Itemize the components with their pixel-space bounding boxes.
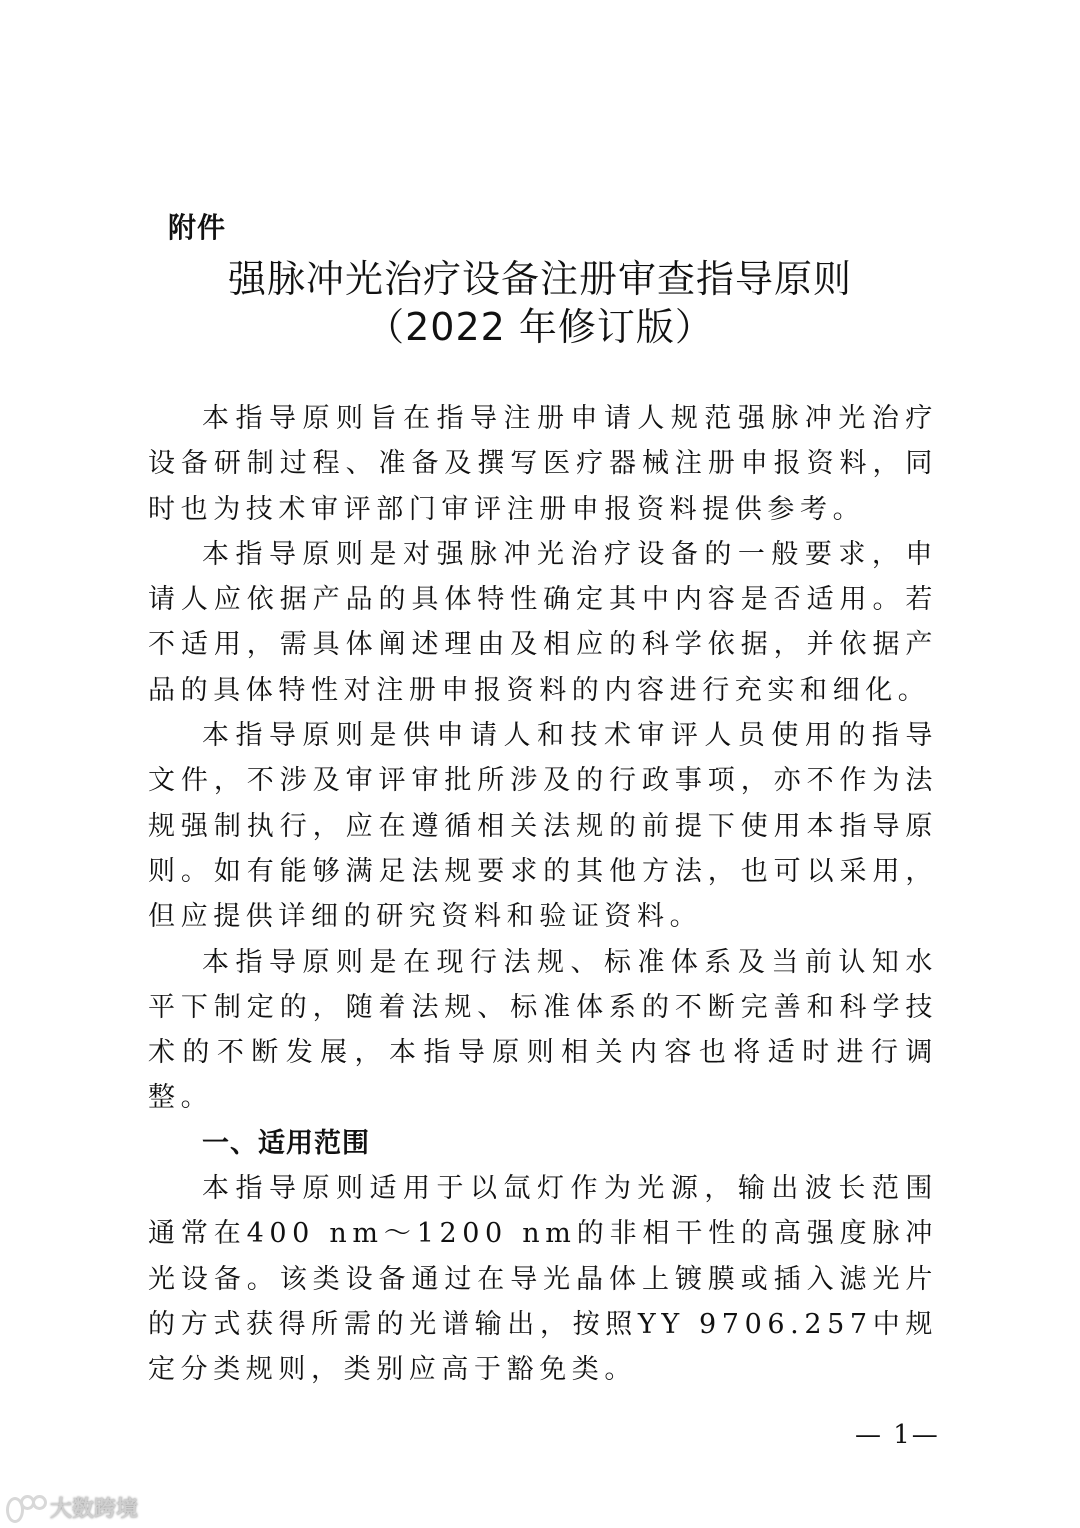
paragraph: 本指导原则适用于以氙灯作为光源，输出波长范围通常在400 nm～1200 nm的非相干性的高强度脉冲光设备。该类设备通过在导光晶体上镀膜或插入滤光片的方式获得所需的光谱输出，按照YY 9706.257中规定分类规则，类别应高于豁免类。: [148, 1173, 938, 1386]
paragraph: 本指导原则是对强脉冲光治疗设备的一般要求，申请人应依据产品的具体特性确定其中内容是否适用。若不适用，需具体阐述理由及相应的科学依据，并依据产品的具体特性对注册申报资料的内容进行充实和细化。: [148, 538, 938, 706]
paragraph: 本指导原则是在现行法规、标准体系及当前认知水平下制定的，随着法规、标准体系的不断完善和科学技术的不断发展，本指导原则相关内容也将适时进行调整。: [148, 946, 938, 1114]
page-number: — 1—: [855, 1420, 940, 1450]
document-subtitle: （2022 年修订版）: [366, 305, 714, 349]
document-title: 强脉冲光治疗设备注册审查指导原则: [227, 257, 852, 301]
section-heading: 一、适用范围: [202, 1127, 370, 1159]
attachment-label: 附件: [168, 211, 227, 244]
paragraph: 本指导原则是供申请人和技术审评人员使用的指导文件，不涉及审评审批所涉及的行政事项，亦不作为法规强制执行，应在遵循相关法规的前提下使用本指导原则。如有能够满足法规要求的其他方法，也可以采用，但应提供详细的研究资料和验证资料。: [148, 720, 938, 933]
watermark-text: 大数跨境: [50, 1497, 139, 1522]
document-body: [148, 396, 938, 1393]
paragraph: 本指导原则旨在指导注册申请人规范强脉冲光治疗设备研制过程、准备及撰写医疗器械注册申报资料，同时也为技术审评部门审评注册申报资料提供参考。: [148, 403, 938, 525]
watermark-logo-icon: [6, 1495, 46, 1521]
watermark: [6, 1492, 138, 1523]
